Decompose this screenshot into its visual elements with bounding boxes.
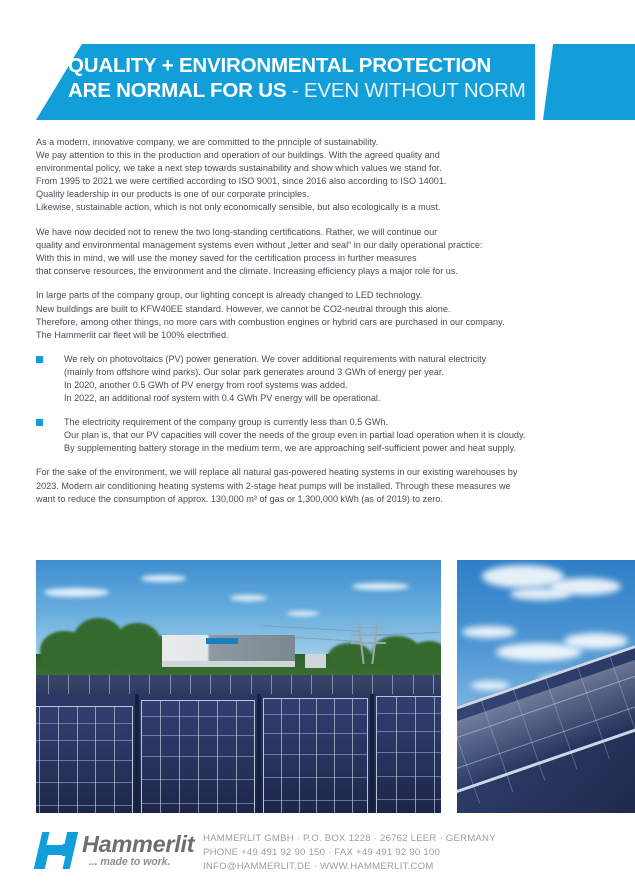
logo-tagline: ... made to work. xyxy=(89,856,171,868)
paragraph-line: We have now decided not to renew the two long-standing certifications. Rather, we will continue our xyxy=(36,226,438,237)
photo-strip xyxy=(0,560,635,813)
solar-panel xyxy=(376,696,441,813)
banner-accent-shape xyxy=(543,44,635,120)
paragraph-heating xyxy=(36,466,604,505)
header-banner xyxy=(0,44,635,120)
logo-wordmark: Hammerlit xyxy=(82,831,195,857)
paragraph-line: For the sake of the environment, we will replace all natural gas-powered heating systems in our existing warehouses by xyxy=(36,467,518,478)
paragraph-line: The Hammerlit car fleet will be 100% electrified. xyxy=(36,329,229,340)
square-bullet-icon xyxy=(36,419,43,426)
cloud xyxy=(141,575,186,582)
paragraph-certifications xyxy=(36,226,604,278)
paragraph-line: In 2020, another 0.5 GWh of PV energy from roof systems was added. xyxy=(64,380,348,391)
photo-solar-park xyxy=(36,560,441,813)
paragraph-line: In 2022, an additional roof system with 0.4 GWh PV energy will be operational. xyxy=(64,393,381,404)
paragraph-line: Quality leadership in our products is one of our corporate principles. xyxy=(36,189,310,200)
cloud xyxy=(564,633,628,648)
banner-headline-line2-strong: ARE NORMAL FOR US xyxy=(68,79,287,102)
paragraph-line: We rely on photovoltaics (PV) power generation. We cover additional requirements with natural electricity xyxy=(64,354,487,365)
cloud xyxy=(287,611,319,616)
logo-notch-top xyxy=(46,832,65,845)
tree xyxy=(409,641,441,671)
cloud xyxy=(230,595,266,601)
logo-notch-bottom xyxy=(46,856,65,869)
document-body xyxy=(36,136,604,517)
paragraph-line: want to reduce the consumption of approx. 130,000 m³ of gas or 1,300,000 kWh (as of 2019) to zero. xyxy=(36,493,443,504)
paragraph-line: As a modern, innovative company, we are committed to the principle of sustainability. xyxy=(36,137,379,147)
paragraph-intro xyxy=(36,136,604,214)
list-item xyxy=(36,353,604,405)
paragraph-line: 2023. Modern air conditioning heating systems with 2-stage heat pumps will be installed. Through these measures we xyxy=(36,480,511,491)
page-footer xyxy=(0,828,635,891)
banner-headline xyxy=(68,53,538,103)
building-base xyxy=(162,661,296,667)
building-signage xyxy=(206,638,238,644)
contact-phone-fax: PHONE +49 491 92 90 150 · FAX +49 491 92 90 100 xyxy=(203,847,441,859)
paragraph-line: (mainly from offshore wind parks). Our solar park generates around 3 GWh of energy per year. xyxy=(64,367,444,378)
paragraph-line: In large parts of the company group, our lighting concept is already changed to LED technology. xyxy=(36,290,422,301)
paragraph-line: With this in mind, we will use the money saved for the certification process in further measures xyxy=(36,252,417,263)
square-bullet-icon xyxy=(36,356,43,363)
list-item xyxy=(36,416,604,455)
contact-address: HAMMERLIT GMBH · P.O. BOX 1228 · 26762 LEER · GERMANY xyxy=(203,833,496,844)
banner-headline-line2-light: - EVEN WITHOUT NORM xyxy=(286,79,526,102)
cloud xyxy=(44,588,109,597)
solar-panel xyxy=(141,700,254,813)
paragraph-lighting-mobility xyxy=(36,289,604,341)
contact-email-web[interactable]: INFO@HAMMERLIT.DE · WWW.HAMMERLIT.COM xyxy=(203,861,434,873)
solar-panel xyxy=(263,698,368,813)
paragraph-line: Our plan is, that our PV capacities will cover the needs of the group even in partial load operation when it is cloudy. xyxy=(64,430,526,441)
hammerlit-h-mark-icon xyxy=(36,832,78,869)
distant-panel-row xyxy=(36,675,441,694)
paragraph-line: Therefore, among other things, no more cars with combustion engines or hybrid cars are purchased in our company. xyxy=(36,316,505,327)
paragraph-line: By supplementing battery storage in the medium term, we are approaching self-sufficient power and heat supply. xyxy=(64,443,517,454)
solar-panel-field xyxy=(36,694,441,813)
paragraph-line: The electricity requirement of the company group is currently less than 0.5 GWh. xyxy=(64,417,388,428)
paragraph-line: quality and environmental management systems even without „letter and seal“ in our daily operational practice: xyxy=(36,239,483,250)
storage-tank xyxy=(305,654,325,668)
photo-solar-panel-closeup xyxy=(457,560,635,813)
paragraph-line: that conserve resources, the environment and the climate. Increasing efficiency plays a major role for us. xyxy=(36,265,458,276)
pylon-arm xyxy=(351,642,386,643)
pylon-arm xyxy=(351,627,386,628)
power-pylon xyxy=(356,621,380,664)
list-item-text xyxy=(64,416,604,455)
paragraph-line: From 1995 to 2021 we were certified according to ISO 9001, since 2016 also according to ISO 14001. xyxy=(36,176,447,187)
paragraph-line: environmental policy, we take a next step towards sustainability and show which values we stand for. xyxy=(36,163,442,174)
list-item-text xyxy=(64,353,604,405)
paragraph-line: We pay attention to this in the production and operation of our buildings. With the agreed quality and xyxy=(36,150,440,161)
contact-block xyxy=(203,832,496,875)
cloud xyxy=(496,643,581,661)
company-logo xyxy=(36,830,195,880)
bullet-list xyxy=(36,353,604,455)
paragraph-line: New buildings are built to KFW40EE standard. However, we cannot be CO2-neutral through this alone. xyxy=(36,303,451,314)
paragraph-line: Likewise, sustainable action, which is not only economically sensible, but also ecologically is a must. xyxy=(36,202,441,213)
solar-panel xyxy=(36,706,133,813)
banner-headline-line1: QUALITY + ENVIRONMENTAL PROTECTION xyxy=(68,54,492,77)
